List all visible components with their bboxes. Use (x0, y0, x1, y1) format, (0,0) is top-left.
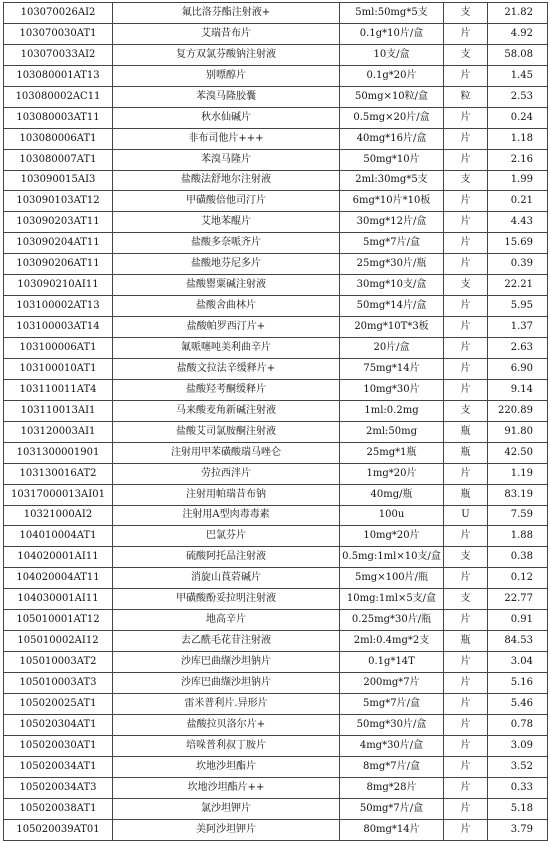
drug-name-cell: 艾瑞昔布片 (113, 23, 340, 44)
drug-code-cell: 103090203AT11 (4, 212, 113, 233)
unit-cell: 片 (444, 693, 488, 714)
price-cell: 1.19 (488, 463, 548, 484)
price-cell: 0.12 (488, 568, 548, 589)
price-cell: 1.45 (488, 65, 548, 86)
table-row (4, 23, 548, 44)
unit-cell: 片 (444, 819, 488, 840)
unit-cell: 片 (444, 358, 488, 379)
drug-code-cell: 105020038AT1 (4, 798, 113, 819)
unit-cell: 片 (444, 798, 488, 819)
unit-cell: 片 (444, 107, 488, 128)
unit-cell: 支 (444, 275, 488, 296)
drug-code-cell: 105020025AT1 (4, 693, 113, 714)
table-row (4, 3, 548, 24)
drug-name-cell: 注射用甲苯磺酸瑞马唑仑 (113, 442, 340, 463)
specification-cell: 0.1g*20片 (340, 65, 444, 86)
drug-code-cell: 105010001AT12 (4, 610, 113, 631)
price-cell: 6.90 (488, 358, 548, 379)
drug-code-cell: 105010003AT3 (4, 673, 113, 694)
drug-name-cell: 马来酸麦角新碱注射液 (113, 400, 340, 421)
unit-cell: 片 (444, 673, 488, 694)
unit-cell: 片 (444, 296, 488, 317)
drug-code-cell: 103090015AI3 (4, 170, 113, 191)
unit-cell: 片 (444, 735, 488, 756)
drug-name-cell: 复方双氯芬酸钠注射液 (113, 44, 340, 65)
specification-cell: 1mg*20片 (340, 463, 444, 484)
table-row (4, 379, 548, 400)
table-row (4, 735, 548, 756)
price-cell: 91.80 (488, 421, 548, 442)
specification-cell: 2ml:30mg*5支 (340, 170, 444, 191)
drug-code-cell: 104010004AT1 (4, 526, 113, 547)
table-row (4, 358, 548, 379)
drug-code-cell: 103070030AT1 (4, 23, 113, 44)
specification-cell: 40mg/瓶 (340, 484, 444, 505)
drug-name-cell: 巴氯芬片 (113, 526, 340, 547)
table-row (4, 798, 548, 819)
price-cell: 5.95 (488, 296, 548, 317)
specification-cell: 100u (340, 505, 444, 526)
table-row (4, 86, 548, 107)
price-cell: 0.39 (488, 254, 548, 275)
unit-cell: 支 (444, 589, 488, 610)
drug-code-cell: 103100006AT1 (4, 338, 113, 359)
specification-cell: 0.25mg*30片/瓶 (340, 610, 444, 631)
table-row (4, 317, 548, 338)
table-row (4, 756, 548, 777)
specification-cell: 8mg*28片 (340, 777, 444, 798)
specification-cell: 25mg*1瓶 (340, 442, 444, 463)
price-cell: 21.82 (488, 3, 548, 24)
drug-name-cell: 甲磺酸倍他司汀片 (113, 191, 340, 212)
unit-cell: 片 (444, 652, 488, 673)
drug-name-cell: 盐酸舍曲林片 (113, 296, 340, 317)
table-row (4, 212, 548, 233)
drug-code-cell: 103100003AT14 (4, 317, 113, 338)
unit-cell: 瓶 (444, 442, 488, 463)
price-cell: 22.21 (488, 275, 548, 296)
drug-code-cell: 105010003AT2 (4, 652, 113, 673)
unit-cell: 片 (444, 65, 488, 86)
specification-cell: 0.1g*10片/盒 (340, 23, 444, 44)
price-cell: 3.52 (488, 756, 548, 777)
table-row (4, 254, 548, 275)
unit-cell: 支 (444, 3, 488, 24)
drug-name-cell: 氯沙坦钾片 (113, 798, 340, 819)
unit-cell: 片 (444, 338, 488, 359)
table-row (4, 128, 548, 149)
specification-cell: 5mg*7片/盒 (340, 693, 444, 714)
specification-cell: 40mg*16片/盒 (340, 128, 444, 149)
drug-code-cell: 105020034AT1 (4, 756, 113, 777)
drug-code-cell: 103080002AC11 (4, 86, 113, 107)
table-row (4, 568, 548, 589)
drug-code-cell: 103080007AT1 (4, 149, 113, 170)
table-row (4, 296, 548, 317)
unit-cell: 支 (444, 400, 488, 421)
drug-code-cell: 104030001AI11 (4, 589, 113, 610)
table-row (4, 233, 548, 254)
unit-cell: 瓶 (444, 484, 488, 505)
specification-cell: 10mg*20片 (340, 526, 444, 547)
drug-name-cell: 盐酸文拉法辛缓释片+ (113, 358, 340, 379)
price-cell: 9.14 (488, 379, 548, 400)
table-row (4, 693, 548, 714)
specification-cell: 50mg*30片/盒 (340, 714, 444, 735)
drug-name-cell: 劳拉西泮片 (113, 463, 340, 484)
table-row (4, 442, 548, 463)
unit-cell: 支 (444, 170, 488, 191)
drug-name-cell: 盐酸羟考酮缓释片 (113, 379, 340, 400)
table-row (4, 170, 548, 191)
table-row (4, 610, 548, 631)
price-cell: 1.37 (488, 317, 548, 338)
drug-name-cell: 培哚普利叔丁胺片 (113, 735, 340, 756)
specification-cell: 20mg*10T*3板 (340, 317, 444, 338)
drug-name-cell: 苯溴马隆胶囊 (113, 86, 340, 107)
specification-cell: 30mg*12片/盒 (340, 212, 444, 233)
unit-cell: 片 (444, 212, 488, 233)
specification-cell: 80mg*14片 (340, 819, 444, 840)
unit-cell: 片 (444, 317, 488, 338)
specification-cell: 75mg*14片 (340, 358, 444, 379)
drug-code-cell: 105010002AI12 (4, 631, 113, 652)
unit-cell: 瓶 (444, 421, 488, 442)
drug-code-cell: 103080001AT13 (4, 65, 113, 86)
table-row (4, 714, 548, 735)
drug-code-cell: 105020030AT1 (4, 735, 113, 756)
drug-name-cell: 沙库巴曲缬沙坦钠片 (113, 673, 340, 694)
specification-cell: 0.5mg:1ml×10支/盒 (340, 547, 444, 568)
specification-cell: 2ml:50mg (340, 421, 444, 442)
table-row (4, 149, 548, 170)
drug-code-cell: 103070026AI2 (4, 3, 113, 24)
unit-cell: 片 (444, 756, 488, 777)
drug-code-cell: 104020001AI11 (4, 547, 113, 568)
drug-code-cell: 103110013AI1 (4, 400, 113, 421)
price-cell: 42.50 (488, 442, 548, 463)
price-cell: 15.69 (488, 233, 548, 254)
specification-cell: 50mg×10粒/盒 (340, 86, 444, 107)
specification-cell: 10mg*30片 (340, 379, 444, 400)
drug-name-cell: 秋水仙碱片 (113, 107, 340, 128)
specification-cell: 30mg*10支/盒 (340, 275, 444, 296)
price-cell: 5.16 (488, 673, 548, 694)
drug-code-cell: 103090103AT12 (4, 191, 113, 212)
price-cell: 1.88 (488, 526, 548, 547)
unit-cell: 瓶 (444, 631, 488, 652)
drug-code-cell: 103090206AT11 (4, 254, 113, 275)
drug-code-cell: 103080006AT1 (4, 128, 113, 149)
drug-name-cell: 注射用帕瑞昔布钠 (113, 484, 340, 505)
table-row (4, 526, 548, 547)
drug-code-cell: 1031300001901 (4, 442, 113, 463)
specification-cell: 5ml:50mg*5支 (340, 3, 444, 24)
drug-name-cell: 别嘌醇片 (113, 65, 340, 86)
specification-cell: 50mg*14片/盒 (340, 296, 444, 317)
unit-cell: 片 (444, 777, 488, 798)
specification-cell: 5mg*7片/盒 (340, 233, 444, 254)
table-row (4, 673, 548, 694)
price-cell: 5.18 (488, 798, 548, 819)
table-row (4, 463, 548, 484)
drug-name-cell: 美阿沙坦钾片 (113, 819, 340, 840)
drug-code-cell: 103080003AT11 (4, 107, 113, 128)
table-row (4, 589, 548, 610)
unit-cell: 片 (444, 149, 488, 170)
price-cell: 3.04 (488, 652, 548, 673)
price-cell: 83.19 (488, 484, 548, 505)
unit-cell: 片 (444, 568, 488, 589)
drug-name-cell: 坎地沙坦酯片++ (113, 777, 340, 798)
table-row (4, 819, 548, 840)
drug-name-cell: 盐酸地芬尼多片 (113, 254, 340, 275)
price-cell: 22.77 (488, 589, 548, 610)
drug-code-cell: 105020039AT01 (4, 819, 113, 840)
table-row (4, 191, 548, 212)
price-cell: 5.46 (488, 693, 548, 714)
table-row (4, 65, 548, 86)
table-row (4, 547, 548, 568)
unit-cell: 粒 (444, 86, 488, 107)
price-cell: 7.59 (488, 505, 548, 526)
drug-name-cell: 雷米普利片.异形片 (113, 693, 340, 714)
specification-cell: 25mg*30片/瓶 (340, 254, 444, 275)
drug-name-cell: 坎地沙坦酯片 (113, 756, 340, 777)
drug-name-cell: 盐酸多奈哌齐片 (113, 233, 340, 254)
price-cell: 0.33 (488, 777, 548, 798)
unit-cell: 片 (444, 379, 488, 400)
table-row (4, 505, 548, 526)
drug-code-cell: 104020004AT11 (4, 568, 113, 589)
specification-cell: 0.1g*14T (340, 652, 444, 673)
drug-code-cell: 103090210AI11 (4, 275, 113, 296)
drug-code-cell: 103120003AI1 (4, 421, 113, 442)
price-cell: 0.91 (488, 610, 548, 631)
unit-cell: 片 (444, 191, 488, 212)
drug-name-cell: 注射用A型肉毒毒素 (113, 505, 340, 526)
price-cell: 3.09 (488, 735, 548, 756)
price-cell: 1.99 (488, 170, 548, 191)
unit-cell: 片 (444, 233, 488, 254)
price-cell: 2.53 (488, 86, 548, 107)
price-cell: 4.92 (488, 23, 548, 44)
drug-name-cell: 盐酸法舒地尔注射液 (113, 170, 340, 191)
drug-name-cell: 盐酸艾司氯胺酮注射液 (113, 421, 340, 442)
drug-name-cell: 消旋山莨菪碱片 (113, 568, 340, 589)
drug-code-cell: 103100010AT1 (4, 358, 113, 379)
specification-cell: 10支/盒 (340, 44, 444, 65)
unit-cell: 片 (444, 714, 488, 735)
drug-name-cell: 地高辛片 (113, 610, 340, 631)
drug-name-cell: 沙库巴曲缬沙坦钠片 (113, 652, 340, 673)
drug-code-cell: 103130016AT2 (4, 463, 113, 484)
price-cell: 0.24 (488, 107, 548, 128)
drug-code-cell: 103110011AT4 (4, 379, 113, 400)
table-body (4, 3, 548, 841)
drug-code-cell: 103090204AT11 (4, 233, 113, 254)
drug-code-cell: 103100002AT13 (4, 296, 113, 317)
specification-cell: 2ml:0.4mg*2支 (340, 631, 444, 652)
drug-name-cell: 甲磺酸酚妥拉明注射液 (113, 589, 340, 610)
specification-cell: 20片/盒 (340, 338, 444, 359)
table-row (4, 275, 548, 296)
price-cell: 2.63 (488, 338, 548, 359)
price-cell: 220.89 (488, 400, 548, 421)
unit-cell: 片 (444, 526, 488, 547)
unit-cell: 片 (444, 610, 488, 631)
price-cell: 2.16 (488, 149, 548, 170)
specification-cell: 4mg*30片/盒 (340, 735, 444, 756)
table-row (4, 484, 548, 505)
drug-code-cell: 105020304AT1 (4, 714, 113, 735)
specification-cell: 50mg*10片 (340, 149, 444, 170)
drug-code-cell: 10321000AI2 (4, 505, 113, 526)
price-cell: 1.18 (488, 128, 548, 149)
drug-name-cell: 苯溴马隆片 (113, 149, 340, 170)
price-cell: 0.78 (488, 714, 548, 735)
price-cell: 3.79 (488, 819, 548, 840)
table-row (4, 338, 548, 359)
drug-name-cell: 硫酸阿托品注射液 (113, 547, 340, 568)
specification-cell: 8mg*7片/盒 (340, 756, 444, 777)
drug-name-cell: 艾地苯醌片 (113, 212, 340, 233)
specification-cell: 0.5mg×20片/盒 (340, 107, 444, 128)
unit-cell: 片 (444, 23, 488, 44)
drug-name-cell: 盐酸帕罗西汀片+ (113, 317, 340, 338)
specification-cell: 10mg:1ml×5支/盒 (340, 589, 444, 610)
price-cell: 0.21 (488, 191, 548, 212)
unit-cell: 片 (444, 254, 488, 275)
unit-cell: 片 (444, 128, 488, 149)
unit-cell: 片 (444, 463, 488, 484)
price-cell: 58.08 (488, 44, 548, 65)
price-cell: 4.43 (488, 212, 548, 233)
table-row (4, 652, 548, 673)
table-row (4, 631, 548, 652)
drug-name-cell: 盐酸拉贝洛尔片+ (113, 714, 340, 735)
table-row (4, 400, 548, 421)
specification-cell: 5mg×100片/瓶 (340, 568, 444, 589)
price-cell: 84.53 (488, 631, 548, 652)
drug-name-cell: 氟比洛芬酯注射液+ (113, 3, 340, 24)
drug-name-cell: 去乙酰毛花苷注射液 (113, 631, 340, 652)
table-row (4, 107, 548, 128)
specification-cell: 6mg*10片*10板 (340, 191, 444, 212)
specification-cell: 1ml:0.2mg (340, 400, 444, 421)
unit-cell: 支 (444, 44, 488, 65)
specification-cell: 50mg*7片/盒 (340, 798, 444, 819)
drug-name-cell: 盐酸罂粟碱注射液 (113, 275, 340, 296)
drug-name-cell: 氟哌噻吨美利曲辛片 (113, 338, 340, 359)
table-row (4, 421, 548, 442)
specification-cell: 200mg*7片 (340, 673, 444, 694)
table-row (4, 44, 548, 65)
table-row (4, 777, 548, 798)
drug-code-cell: 103070033AI2 (4, 44, 113, 65)
drug-price-table (3, 2, 548, 841)
drug-code-cell: 10317000013AI01 (4, 484, 113, 505)
unit-cell: 支 (444, 547, 488, 568)
drug-code-cell: 105020034AT3 (4, 777, 113, 798)
unit-cell: U (444, 505, 488, 526)
drug-name-cell: 非布司他片+++ (113, 128, 340, 149)
price-cell: 0.38 (488, 547, 548, 568)
